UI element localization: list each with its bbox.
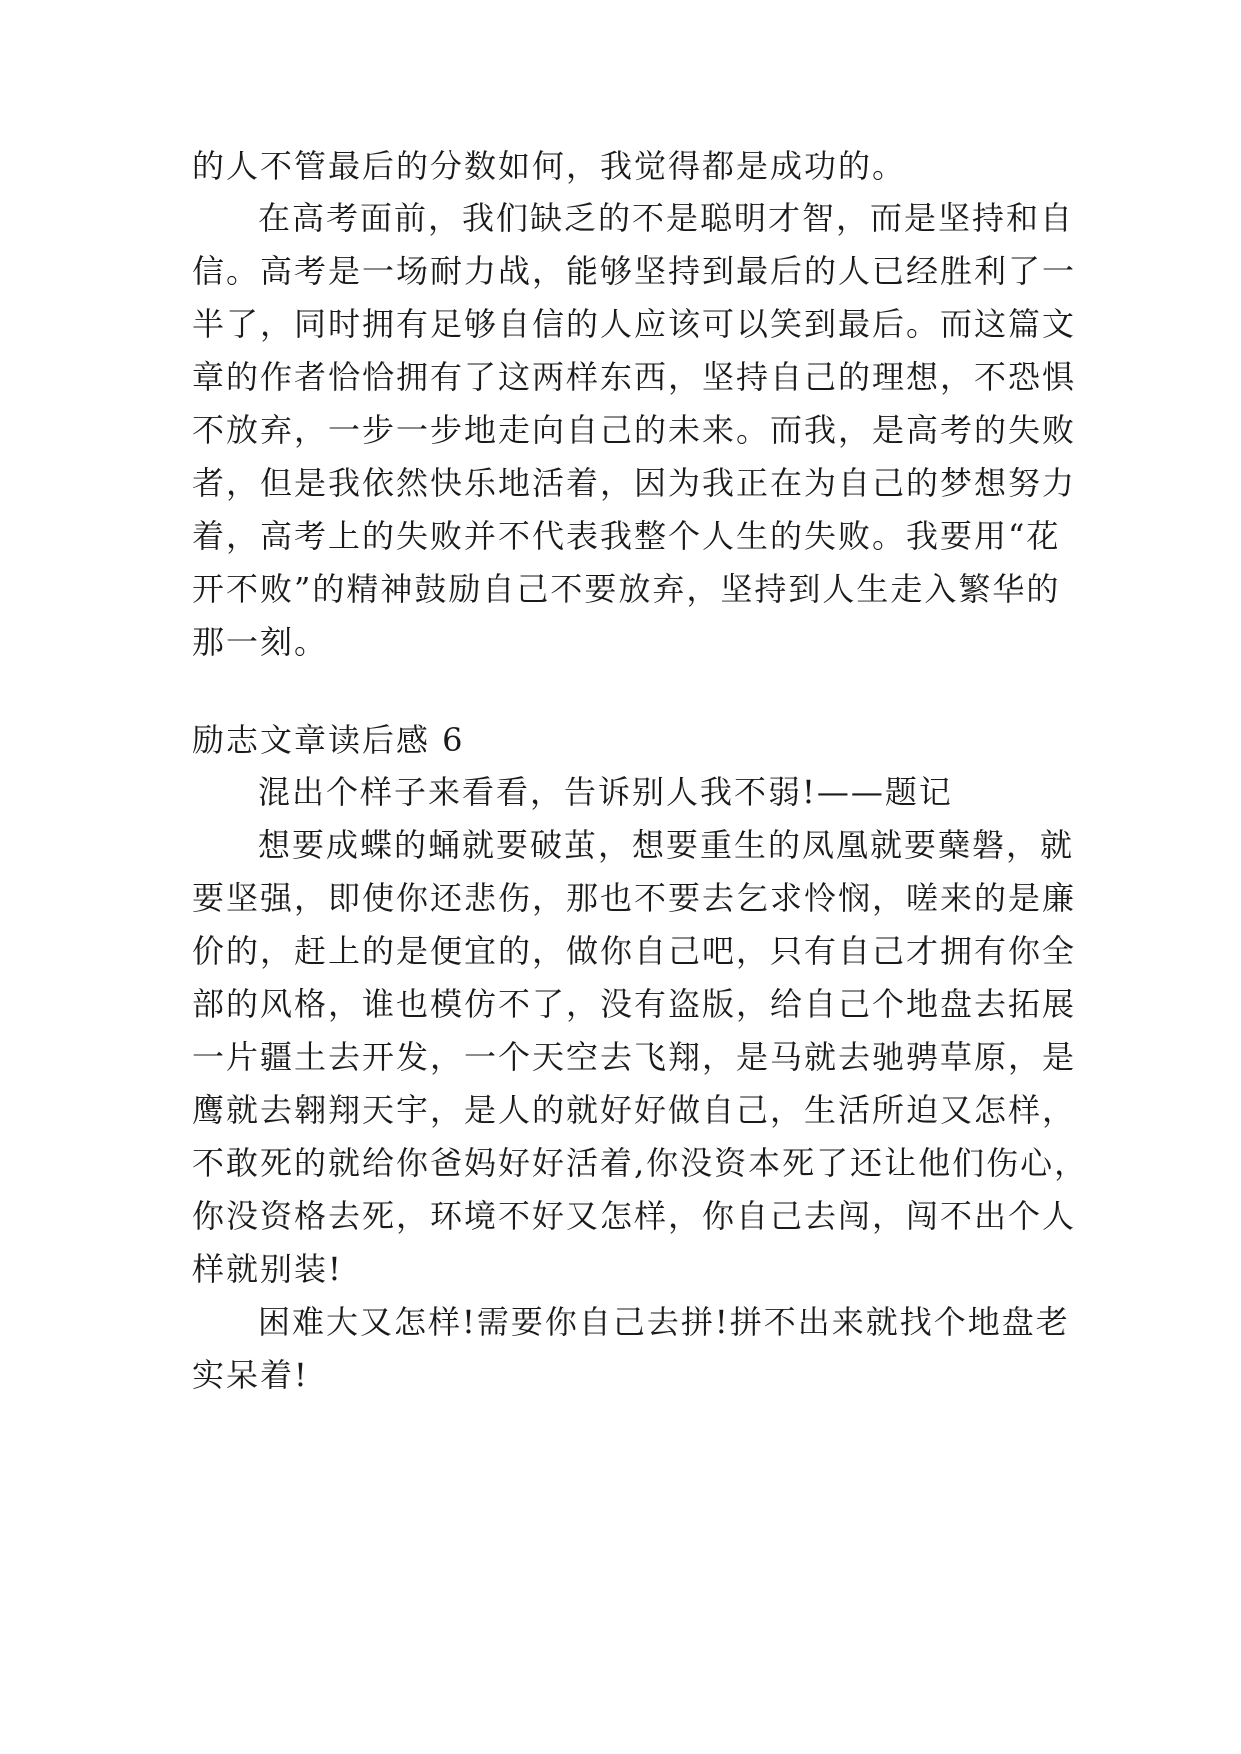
paragraph-line: 困难大又怎样!需要你自己去拼!拼不出来就找个地盘老 bbox=[258, 1303, 1070, 1341]
paragraph-line: 价的，赶上的是便宜的，做你自己吧，只有自己才拥有你全 bbox=[192, 932, 1077, 970]
paragraph-line: 章的作者恰恰拥有了这两样东西，坚持自己的理想，不恐惧 bbox=[192, 358, 1077, 396]
paragraph-line: 半了，同时拥有足够自信的人应该可以笑到最后。而这篇文 bbox=[192, 305, 1077, 343]
paragraph-line: 不放弃，一步一步地走向自己的未来。而我，是高考的失败 bbox=[192, 411, 1077, 449]
paragraph-line: 一片疆土去开发，一个天空去飞翔，是马就去驰骋草原，是 bbox=[192, 1038, 1077, 1076]
paragraph-line: 要坚强，即使你还悲伤，那也不要去乞求怜悯，嗟来的是廉 bbox=[192, 879, 1077, 917]
paragraph-line: 着，高考上的失败并不代表我整个人生的失败。我要用“花 bbox=[192, 517, 1061, 555]
paragraph-line: 者，但是我依然快乐地活着，因为我正在为自己的梦想努力 bbox=[192, 464, 1077, 502]
paragraph-line: 不敢死的就给你爸妈好好活着,你没资本死了还让他们伤心， bbox=[192, 1144, 1089, 1182]
paragraph-line: 实呆着! bbox=[192, 1356, 309, 1394]
paragraph-line: 那一刻。 bbox=[192, 623, 329, 661]
paragraph-line: 想要成蝶的蛹就要破茧，想要重生的凤凰就要蘖磐，就 bbox=[258, 826, 1075, 864]
paragraph-line: 样就别装! bbox=[192, 1250, 343, 1288]
epigraph: 混出个样子来看看，告诉别人我不弱!——题记 bbox=[258, 773, 953, 811]
paragraph-line: 你没资格去死，环境不好又怎样，你自己去闯，闯不出个人 bbox=[192, 1197, 1077, 1235]
paragraph-line: 的人不管最后的分数如何，我觉得都是成功的。 bbox=[192, 147, 907, 185]
section-title: 励志文章读后感 6 bbox=[192, 721, 465, 759]
paragraph-line: 部的风格，谁也模仿不了，没有盗版，给自己个地盘去拓展 bbox=[192, 985, 1077, 1023]
paragraph-line: 在高考面前，我们缺乏的不是聪明才智，而是坚持和自 bbox=[258, 199, 1075, 237]
paragraph-line: 开不败”的精神鼓励自己不要放弃，坚持到人生走入繁华的 bbox=[192, 570, 1061, 608]
paragraph-line: 鹰就去翱翔天宇，是人的就好好做自己，生活所迫又怎样， bbox=[192, 1091, 1077, 1129]
paragraph-line: 信。高考是一场耐力战，能够坚持到最后的人已经胜利了一 bbox=[192, 252, 1077, 290]
